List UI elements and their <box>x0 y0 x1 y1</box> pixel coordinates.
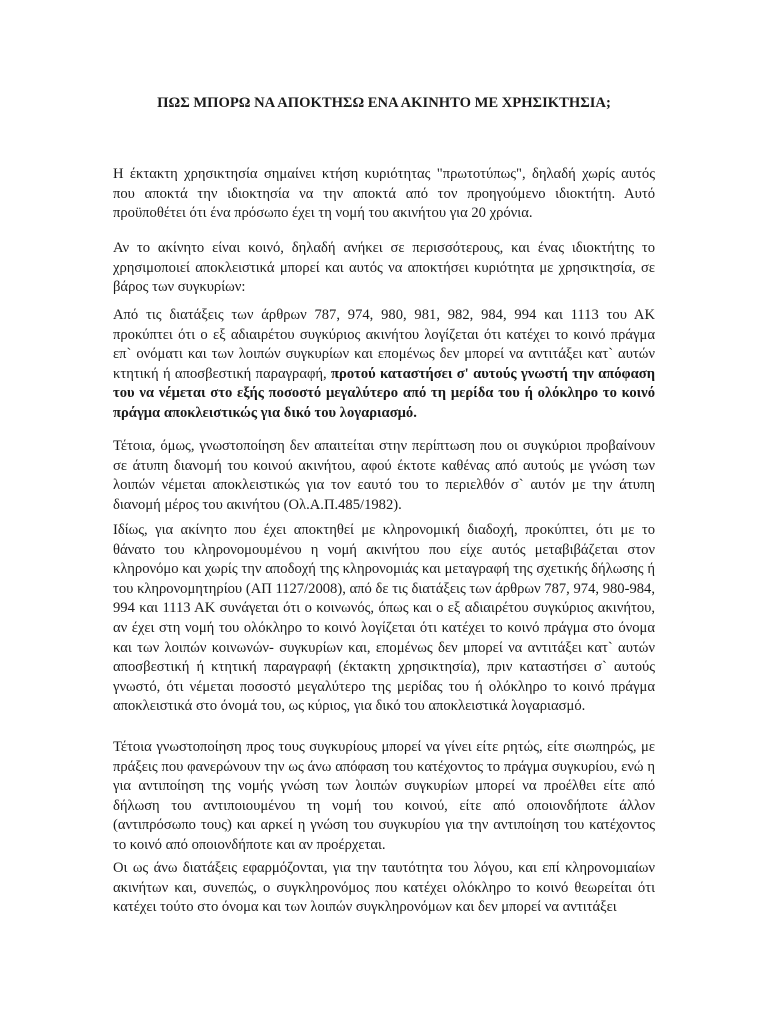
paragraph-co-owned-property: Αν το ακίνητο είναι κοινό, δηλαδή ανήκει σε περισσότερους, και ένας ιδιοκτήτης το χρησιμοποιεί αποκλειστικά μπορεί και αυτός να αποκτήσει κυριότητα με χρησικτησία, σε βάρος των συγκυρίων: <box>113 240 655 296</box>
paragraph-notification: Τέτοια γνωστοποίηση προς τους συγκυρίους μπορεί να γίνει είτε ρητώς, είτε σιωπηρώς, με πράξεις που φανερώνουν την ως άνω απόφαση του κατέχοντος το πράγμα συγκυρίου, ενώ η για αντιποίηση της νομής γνώση των λοιπών συγκυρίων μπορεί να προέλθει είτε από δήλωση του αντιποιουμένου τη νομή του κοινού, είτε από οποιονδήποτε άλλον (αντιπρόσωπο τους) και αρκεί η γνώση του συγκυρίου για την αντιποίηση του κατέχοντος το κοινό από οποιονδήποτε και αν προέρχεται. <box>113 739 655 853</box>
paragraph-inheritance: Ιδίως, για ακίνητο που έχει αποκτηθεί με κληρονομική διαδοχή, προκύπτει, ότι με το θάνατο του κληρονομουμένου η νομή ακινήτου που είχε αυτός μεταβιβάζεται στον κληρονόμο και χωρίς την αποδοχή της κληρονομιάς και μεταγραφή της σχετικής δήλωσης ή του κληρονομητηρίου (ΑΠ 1127/2008), από δε τις διατάξεις των άρθρων 787, 974, 980-984, 994 και 1113 ΑΚ συνάγεται ότι ο κοινωνός, όπως και ο εξ αδιαιρέτου συγκύριος ακινήτου, αν έχει στη νομή του ολόκληρο το κοινό λογίζεται ότι κατέχει το κοινό πράγμα στο όνομα και των λοιπών κοινωνών- συγκυρίων και, επομένως δεν μπορεί να αντιτάξει κατ` αυτών αποσβεστική ή κτητική παραγραφή (έκτακτη χρησικτησία), πριν καταστήσει σ` αυτούς γνωστό, ότι νέμεται ποσοστό μεγαλύτερο της μερίδας του ή ολόκληρο το κοινό πράγμα αποκλειστικά στο όνομά του, ως κύριος, για δικό του αποκλειστικά λογαριασμό. <box>113 522 655 715</box>
paragraph-definition: Η έκτακτη χρησικτησία σημαίνει κτήση κυριότητας "πρωτοτύπως", δηλαδή χωρίς αυτός που αποκτά την ιδιοκτησία να την αποκτά από τον προηγούμενο ιδιοκτήτη. Αυτό προϋποθέτει ότι ένα πρόσωπο έχει τη νομή του ακινήτου για 20 χρόνια. <box>113 166 655 222</box>
document-title: ΠΩΣ ΜΠΟΡΩ ΝΑ ΑΠΟΚΤΗΣΩ ΕΝΑ ΑΚΙΝΗΤΟ ΜΕ ΧΡΗΣΙΚΤΗΣΙΑ; <box>157 95 611 111</box>
paragraph-informal-partition: Τέτοια, όμως, γνωστοποίηση δεν απαιτείται στην περίπτωση που οι συγκύριοι προβαίνουν σε άτυπη διανομή του κοινού ακινήτου, αφού έκτοτε καθένας από αυτούς με γνώση των λοιπών νέμεται αποκλειστικώς για τον εαυτό του το περιελθόν σ` αυτόν με την άτυπη διανομή μέρος του ακινήτου (Ολ.Α.Π.485/1982). <box>113 438 655 513</box>
paragraph-civil-code-articles <box>113 306 655 424</box>
paragraph-co-heirs: Οι ως άνω διατάξεις εφαρμόζονται, για την ταυτότητα του λόγου, και επί κληρονομιαίων ακινήτων και, συνεπώς, ο συγκληρονόμος που κατέχει ολόκληρο το κοινό θεωρείται ότι κατέχει τούτο στο όνομα και των λοιπών συγκληρονόμων και δεν μπορεί να αντιτάξει <box>113 860 655 916</box>
paragraph-civil-code-text: Από τις διατάξεις των άρθρων 787, 974, 980, 981, 982, 984, 994 και 1113 του ΑΚ προκύπτει ότι ο εξ αδιαιρέτου συγκύριος ακινήτου λογίζεται ότι κατέχει το κοινό πράγμα επ` ονόματι και των λοιπών συγκυρίων και επομένως δεν μπορεί να αντιτάξει κατ` αυτών κτητική ή αποσβεστική παραγραφή, <box>113 307 655 382</box>
paragraph-civil-code-emphasis: προτού καταστήσει σ' αυτούς γνωστή την απόφαση του να νέμεται στο εξής ποσοστό μεγαλύτερο από τη μερίδα του ή ολόκληρο το κοινό πράγμα αποκλειστικώς για δικό του λογαριασμό. <box>113 365 655 421</box>
